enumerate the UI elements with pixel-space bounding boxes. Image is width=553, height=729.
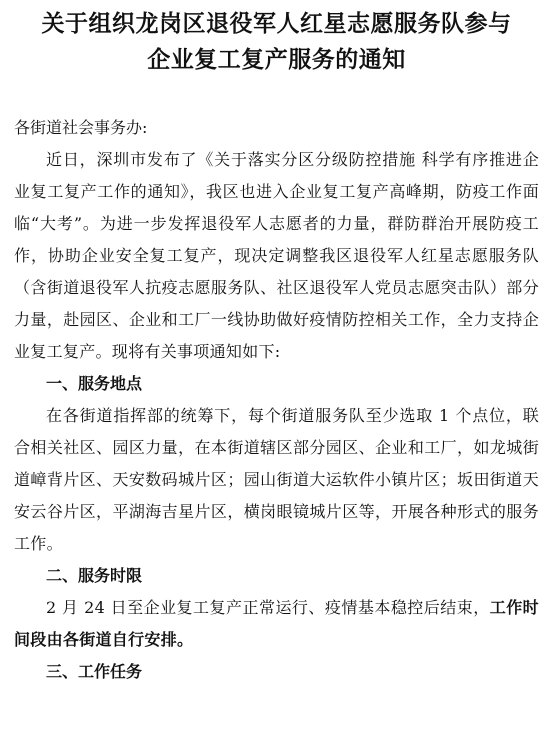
section-1-heading: 一、服务地点 xyxy=(46,374,143,393)
section-2-body-regular: 2 月 24 日至企业复工复产正常运行、疫情基本稳控后结束， xyxy=(46,598,490,617)
title-line-2: 企业复工复产服务的通知 xyxy=(147,46,406,73)
section-2-heading: 二、服务时限 xyxy=(46,566,143,585)
intro-paragraph: 近日，深圳市发布了《关于落实分区分级防控措施 科学有序推进企业复工复产工作的通知》，我区也进入企业复工复产高峰期，防疫工作面临“大考”。为进一步发挥退役军人志愿者的力量，群防群治开展防疫工作，协助企业安全复工复产，现决定调整我区退役军人红星志愿服务队（含街道退役军人抗疫志愿服务队、社区退役军人党员志愿突击队）部分力量，赴园区、企业和工厂一线协助做好疫情防控相关工作，全力支持企业复工复产。现将有关事项通知如下: xyxy=(14,150,539,361)
document-title xyxy=(14,6,539,78)
section-1-body: 在各街道指挥部的统筹下，每个街道服务队至少选取 1 个点位，联合相关社区、园区力量，在本街道辖区部分园区、企业和工厂，如龙城街道嶂背片区、天安数码城片区；园山街道大运软件小镇片区；坂田街道天安云谷片区，平湖海吉星片区，横岗眼镜城片区等，开展各种形式的服务工作。 xyxy=(14,406,539,553)
addressee: 各街道社会事务办: xyxy=(14,118,148,137)
section-3-heading: 三、工作任务 xyxy=(46,662,143,681)
title-line-1: 关于组织龙岗区退役军人红星志愿服务队参与 xyxy=(41,10,512,37)
section-2-body xyxy=(14,592,539,656)
section-2-body-bold: 工作时间段由各街道自行安排。 xyxy=(14,598,539,649)
